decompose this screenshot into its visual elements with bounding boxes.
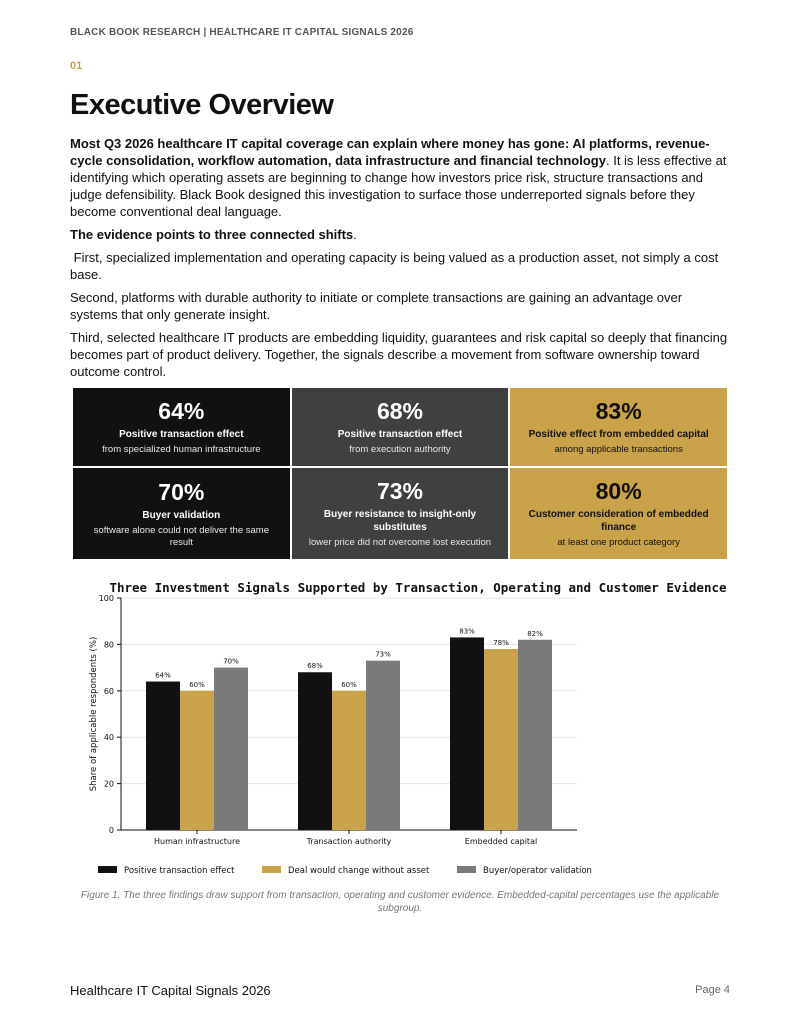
bar-value-label: 73% xyxy=(375,650,391,659)
bar xyxy=(366,661,400,830)
stat-label: Customer consideration of embedded finance xyxy=(528,509,709,533)
stat-subtext: software alone could not deliver the same result xyxy=(93,524,269,548)
bar-value-label: 83% xyxy=(459,627,475,636)
bar xyxy=(450,637,484,830)
bar xyxy=(214,668,248,830)
stat-label: Positive transaction effect xyxy=(337,429,463,440)
stat-label: Positive transaction effect xyxy=(119,429,244,440)
stats-grid xyxy=(73,388,727,559)
paragraph-2 xyxy=(70,226,730,243)
y-axis-label: Share of applicable respondents (%) xyxy=(89,636,99,792)
bar xyxy=(518,640,552,830)
stat-percent: 73% xyxy=(376,478,424,504)
y-tick-label: 20 xyxy=(103,779,114,789)
footer-title: Healthcare IT Capital Signals 2026 xyxy=(70,983,271,998)
bar-value-label: 82% xyxy=(527,629,543,638)
bar-value-label: 70% xyxy=(223,657,239,666)
stat-percent: 68% xyxy=(376,398,424,424)
bar xyxy=(332,691,366,830)
x-tick-label: Human infrastructure xyxy=(154,837,240,846)
legend-swatch xyxy=(98,866,117,873)
stat-label: Buyer validation xyxy=(142,509,221,521)
page-number: Page 4 xyxy=(695,984,730,996)
stat-label: Buyer resistance to insight-only substitutes xyxy=(323,509,477,533)
bar-value-label: 64% xyxy=(155,671,171,680)
paragraph-2-rest: . xyxy=(353,227,357,242)
stat-label: Positive effect from embedded capital xyxy=(528,429,709,440)
bar xyxy=(180,691,214,830)
paragraph-3: First, specialized implementation and operating capacity is being valued as a production asset, not simply a cost base. xyxy=(70,250,722,282)
bar-value-label: 60% xyxy=(341,680,357,689)
stat-percent: 70% xyxy=(158,478,205,505)
paragraph-1-rest: . It is less effective at identifying which operating assets are beginning to change how investors price risk, structure transactions and judge defensibility. Black Book designed this investigation to surface those underreported signals before they become conventional deal language. xyxy=(70,153,727,219)
x-tick-label: Transaction authority xyxy=(306,837,392,846)
paragraph-2-bold: The evidence points to three connected shifts xyxy=(70,227,354,242)
figure-caption: Figure 1. The three findings draw support from transaction, operating and customer evidence. Embedded-capital percentages use the applicable subgroup. xyxy=(80,890,720,914)
y-tick-label: 60 xyxy=(103,686,114,696)
stat-subtext: from specialized human infrastructure xyxy=(102,444,261,455)
stat-subtext: from execution authority xyxy=(349,444,451,455)
section-number: 01 xyxy=(70,60,83,72)
stat-percent: 80% xyxy=(595,478,642,504)
paragraph-5: Third, selected healthcare IT products are embedding liquidity, guarantees and risk capital so deeply that financing becomes part of product delivery. Together, the signals describe a movement from software ownership toward outcome control. xyxy=(70,330,728,379)
paragraph-1-bold: Most Q3 2026 healthcare IT capital coverage can explain where money has gone: AI platforms, revenue-cycle consolidation, workflow automation, data infrastructure and financial technology xyxy=(70,136,710,168)
x-tick-label: Embedded capital xyxy=(464,837,538,846)
running-header: BLACK BOOK RESEARCH | HEALTHCARE IT CAPITAL SIGNALS 2026 xyxy=(70,27,414,38)
legend-label: Positive transaction effect xyxy=(124,866,235,876)
y-tick-label: 0 xyxy=(108,826,114,835)
bar-value-label: 60% xyxy=(189,680,205,689)
stat-subtext: at least one product category xyxy=(557,537,680,548)
stat-card xyxy=(292,388,509,466)
stat-card xyxy=(73,468,290,559)
chart-svg xyxy=(80,575,740,885)
stat-card xyxy=(292,468,509,559)
stat-card xyxy=(510,388,727,466)
bar-value-label: 78% xyxy=(493,639,509,648)
page-title: Executive Overview xyxy=(70,89,334,121)
bar-chart xyxy=(80,575,740,885)
stat-subtext: lower price did not overcome lost execution xyxy=(308,537,492,548)
legend-label: Buyer/operator validation xyxy=(483,866,592,876)
stat-card xyxy=(73,388,290,466)
bar xyxy=(298,672,332,830)
bar xyxy=(484,649,518,830)
y-tick-label: 80 xyxy=(103,640,114,650)
legend-swatch xyxy=(457,866,476,873)
y-tick-label: 100 xyxy=(98,594,114,603)
bar-value-label: 68% xyxy=(307,662,323,671)
body-text xyxy=(70,135,730,386)
stat-percent: 64% xyxy=(158,398,205,424)
paragraph-1 xyxy=(70,135,730,220)
paragraph-4: Second, platforms with durable authority to initiate or complete transactions are gaining an advantage over systems that only generate insight. xyxy=(70,290,683,322)
chart-title: Three Investment Signals Supported by Transaction, Operating and Customer Evidence xyxy=(109,580,727,595)
y-tick-label: 40 xyxy=(103,733,114,743)
legend-label: Deal would change without asset xyxy=(288,866,430,876)
stat-subtext: among applicable transactions xyxy=(554,444,683,455)
stat-card xyxy=(510,468,727,559)
legend-swatch xyxy=(262,866,281,873)
stat-percent: 83% xyxy=(595,398,642,424)
bar xyxy=(146,682,180,830)
